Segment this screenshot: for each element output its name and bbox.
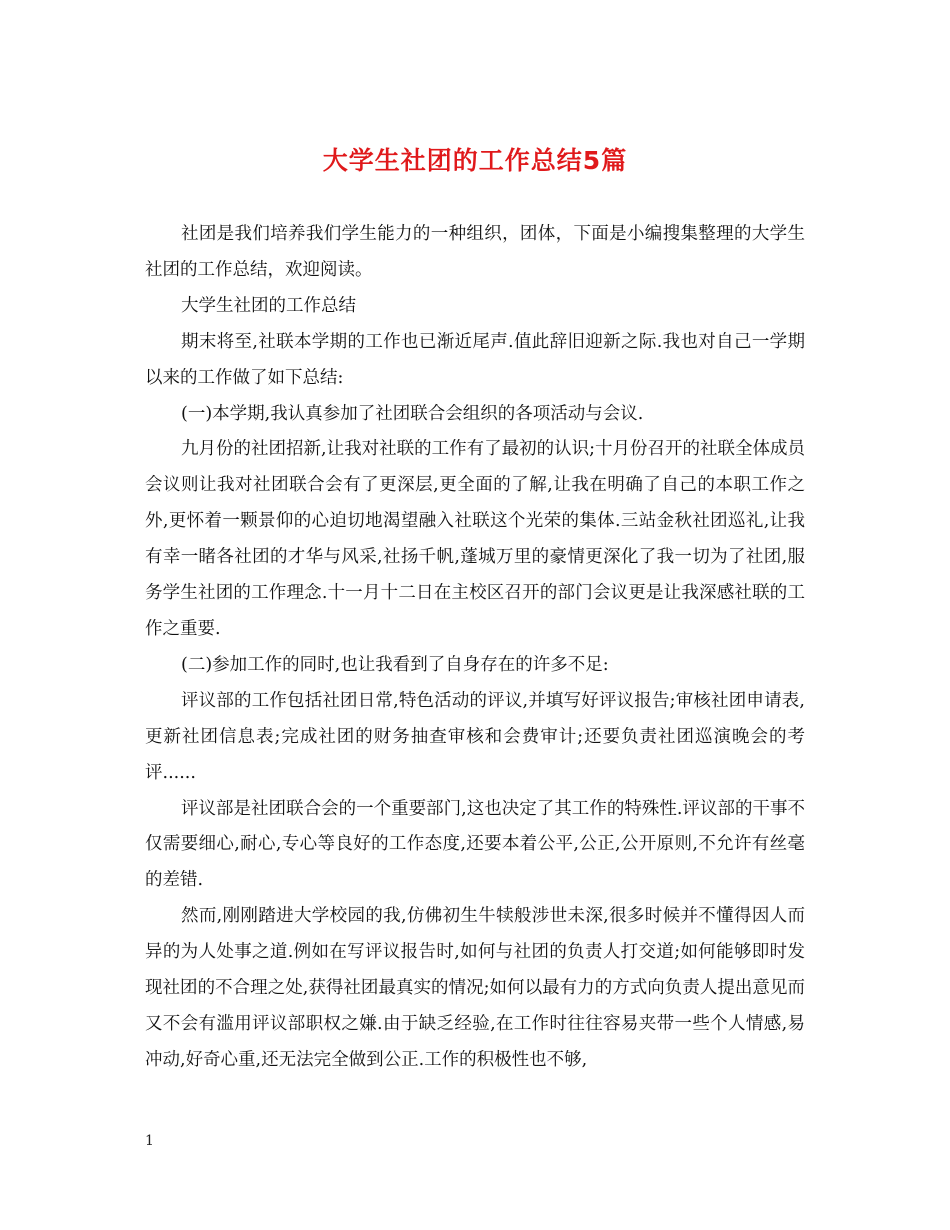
- paragraph: 然而,刚刚踏进大学校园的我,仿佛初生牛犊般涉世未深,很多时候并不懂得因人而异的为人处事之道.例如在写评议报告时,如何与社团的负责人打交道;如何能够即时发现社团的不合理之处,获得社团最真实的情况;如何以最有力的方式向负责人提出意见而又不会有滥用评议部职权之嫌.由于缺乏经验,在工作时往往容易夹带一些个人情感,易冲动,好奇心重,还无法完全做到公正.工作的积极性也不够,: [145, 906, 805, 1070]
- paragraph: (一)本学期,我认真参加了社团联合会组织的各项活动与会议.: [181, 403, 644, 424]
- page-number: 1: [145, 1133, 154, 1149]
- document-body: [145, 217, 805, 1079]
- paragraph-intro: 社团是我们培养我们学生能力的一种组织，团体，下面是小编搜集整理的大学生社团的工作总结，欢迎阅读。: [145, 224, 805, 280]
- paragraph: 评议部是社团联合会的一个重要部门,这也决定了其工作的特殊性.评议部的干事不仅需要细心,耐心,专心等良好的工作态度,还要本着公平,公正,公开原则,不允许有丝毫的差错.: [145, 798, 805, 891]
- paragraph-subheading: 大学生社团的工作总结: [181, 295, 356, 316]
- paragraph: 九月份的社团招新,让我对社联的工作有了最初的认识;十月份召开的社联全体成员会议则让我对社团联合会有了更深层,更全面的了解,让我在明确了自己的本职工作之外,更怀着一颗景仰的心迫切地渴望融入社联这个光荣的集体.三站金秋社团巡礼,让我有幸一睹各社团的才华与风采,社扬千帆,蓬城万里的豪情更深化了我一切为了社团,服务学生社团的工作理念.十一月十二日在主校区召开的部门会议更是让我深感社联的工作之重要.: [145, 439, 805, 639]
- paragraph: 评议部的工作包括社团日常,特色活动的评议,并填写好评议报告;审核社团申请表,更新社团信息表;完成社团的财务抽查审核和会费审计;还要负责社团巡演晚会的考评......: [145, 690, 805, 783]
- paragraph: (二)参加工作的同时,也让我看到了自身存在的许多不足:: [181, 654, 609, 675]
- document-title: 大学生社团的工作总结5篇: [322, 146, 628, 175]
- paragraph: 期末将至,社联本学期的工作也已渐近尾声.值此辞旧迎新之际.我也对自己一学期以来的工作做了如下总结:: [145, 331, 805, 388]
